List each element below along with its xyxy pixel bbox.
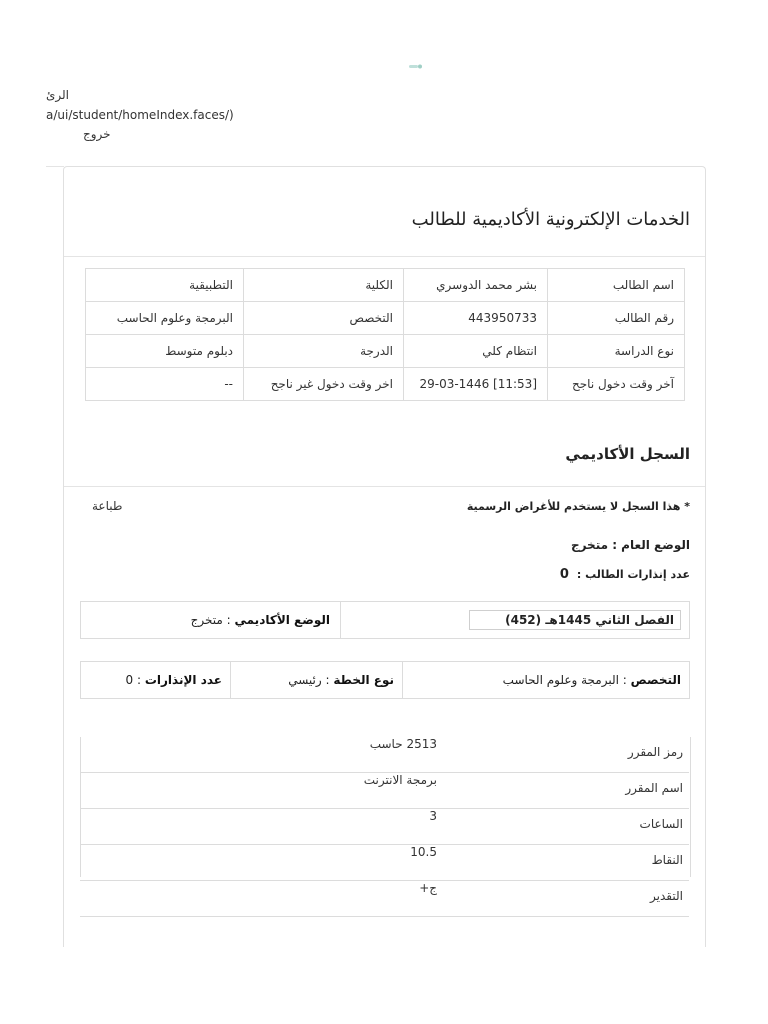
disclaimer-note: * هذا السجل لا يستخدم للأغراض الرسمية	[466, 500, 690, 513]
info-value: [11:53] 29-03-1446	[404, 368, 548, 401]
info-label: الدرجة	[244, 335, 404, 368]
academic-status-label: الوضع الأكاديمي	[234, 613, 330, 627]
semester-field: الفصل الثاني 1445هـ (452)	[469, 610, 681, 630]
table-row	[86, 302, 685, 335]
info-value: دبلوم متوسط	[86, 335, 244, 368]
plan-type-value: : رئيسي	[288, 673, 330, 687]
course-table	[80, 737, 689, 917]
course-label: رمز المقرر	[447, 737, 689, 773]
student-info-table	[85, 268, 685, 401]
plan-warnings-cell	[81, 662, 231, 698]
info-label: آخر وقت دخول ناجح	[548, 368, 685, 401]
info-label: اسم الطالب	[548, 269, 685, 302]
page-url: a/ui/student/homeIndex.faces/)	[46, 108, 234, 122]
plan-warnings-value: : 0	[125, 673, 142, 687]
warnings-label: عدد إنذارات الطالب :	[576, 568, 690, 581]
course-value: 3	[80, 809, 447, 845]
table-row	[80, 737, 689, 773]
plan-box	[80, 661, 690, 699]
info-label: رقم الطالب	[548, 302, 685, 335]
info-value: --	[86, 368, 244, 401]
plan-type-label: نوع الخطة	[333, 673, 394, 687]
print-link[interactable]: طباعة	[92, 499, 123, 513]
course-label: التقدير	[447, 881, 689, 917]
academic-status-value: : متخرج	[190, 613, 231, 627]
course-value: برمجة الانترنت	[80, 773, 447, 809]
logout-link[interactable]: خروج	[83, 127, 111, 141]
table-row	[86, 335, 685, 368]
course-label: النقاط	[447, 845, 689, 881]
table-row	[80, 881, 689, 917]
plan-type-cell	[231, 662, 403, 698]
info-label: نوع الدراسة	[548, 335, 685, 368]
table-row	[80, 773, 689, 809]
course-label: الساعات	[447, 809, 689, 845]
plan-warnings-label: عدد الإنذارات	[144, 673, 222, 687]
info-value: 443950733	[404, 302, 548, 335]
divider	[46, 166, 64, 167]
semester-cell	[351, 602, 681, 638]
warnings-count	[560, 567, 690, 582]
page-title: الخدمات الإلكترونية الأكاديمية للطالب	[411, 209, 690, 230]
table-row	[80, 845, 689, 881]
info-value: البرمجة وعلوم الحاسب	[86, 302, 244, 335]
course-value: 10.5	[80, 845, 447, 881]
section-title: السجل الأكاديمي	[565, 445, 690, 463]
course-value: 2513 حاسب	[80, 737, 447, 773]
semester-box	[80, 601, 690, 639]
info-value: بشر محمد الدوسري	[404, 269, 548, 302]
general-status: الوضع العام : متخرج	[570, 538, 690, 552]
home-link[interactable]: الرئ	[46, 88, 70, 102]
academic-status-cell	[81, 602, 341, 638]
course-label: اسم المقرر	[447, 773, 689, 809]
course-value: ج+	[80, 881, 447, 917]
major-label: التخصص	[630, 673, 681, 687]
major-cell	[403, 662, 689, 698]
info-value: انتظام كلي	[404, 335, 548, 368]
info-label: التخصص	[244, 302, 404, 335]
main-panel	[63, 166, 706, 947]
table-row	[86, 269, 685, 302]
major-value: : البرمجة وعلوم الحاسب	[502, 673, 627, 687]
info-value: التطبيقية	[86, 269, 244, 302]
divider	[64, 256, 705, 257]
info-label: اخر وقت دخول غير ناجح	[244, 368, 404, 401]
table-row	[80, 809, 689, 845]
warnings-value: 0	[559, 567, 569, 582]
info-label: الكلية	[244, 269, 404, 302]
table-row	[86, 368, 685, 401]
logo-icon	[409, 64, 423, 70]
divider	[64, 486, 705, 487]
